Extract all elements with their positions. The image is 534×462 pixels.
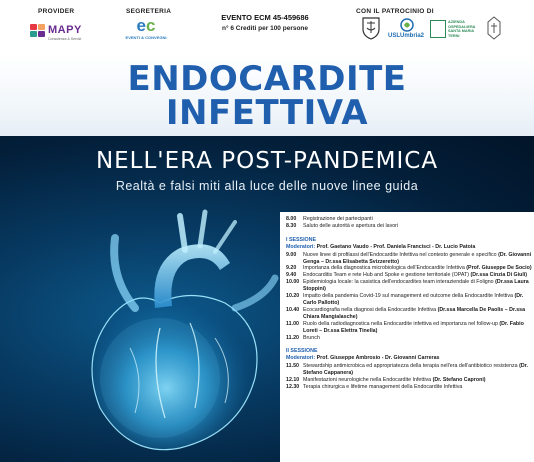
schedule-text: Ecocardiografia nella diagnosi della Endocardite Infettiva — [303, 306, 437, 313]
schedule-item — [286, 335, 532, 342]
schedule-speaker: (Dr.ssa Marcella De Paolis – Dr.ssa Chiara Mangialasche) — [303, 306, 526, 320]
heraldic-seal-icon — [360, 16, 382, 40]
schedule-speaker: (Dr.ssa Cinzia Di Giuli) — [470, 272, 528, 279]
schedule-time: 11.50 — [286, 363, 299, 370]
schedule-item — [286, 363, 532, 377]
schedule-item — [286, 384, 532, 391]
event-subtitle: NELL'ERA POST-PANDEMICA — [95, 148, 439, 174]
programme-panel — [280, 212, 534, 462]
schedule-text: Impatto della pandemia Covid-19 sul management ed outcome della Endocardite Infettiva — [303, 293, 513, 300]
ec-tagline: EVENTI & CONVEGNI — [125, 35, 167, 40]
ao-line-1: AZIENDA — [448, 20, 465, 24]
session-1-title: I SESSIONE — [286, 236, 317, 243]
schedule-text: Importanza della diagnostica microbiologica dell'Endocardite Infettiva — [303, 265, 465, 272]
schedule-text: Stewardship antimicrobica ed appropriatezza della terapia nell'era dell'antibiotico resistenza — [303, 363, 518, 370]
mapy-tagline: Consulenza & Servizi — [48, 37, 82, 41]
ec-eventi-convegni-logo — [120, 17, 172, 45]
schedule-time: 11.00 — [286, 320, 299, 327]
ec-logo-c: c — [146, 16, 156, 35]
schedule-item — [286, 272, 532, 279]
ec-logo-e: e — [136, 16, 146, 35]
schedule-text: Epidemiologia locale: la casistica dell'endocardites team interaziendale di Foligno — [303, 279, 494, 286]
azienda-ospedaliera-terni-logo — [430, 19, 482, 41]
patrocinio-label: CON IL PATROCINIO DI — [356, 8, 434, 15]
moderators-names: Prof. Giuseppe Ambrosio - Dr. Giovanni Carreras — [316, 355, 440, 362]
programme-list — [286, 216, 532, 391]
schedule-time: 9.00 — [286, 251, 297, 258]
evento-ecm-code: EVENTO ECM 45-459686 — [221, 13, 309, 22]
moderators-label: Moderatori: — [286, 243, 316, 250]
schedule-speaker: (Dr. Stefano Cappanera) — [303, 363, 528, 377]
schedule-item — [286, 321, 532, 335]
usl-wordmark: USLUmbria2 — [388, 33, 425, 39]
schedule-time: 11.20 — [286, 334, 299, 341]
session-2-title: II SESSIONE — [286, 348, 318, 355]
title-line-1: ENDOCARDITE — [127, 59, 407, 99]
segreteria-label: SEGRETERIA — [126, 8, 172, 15]
schedule-item — [286, 293, 532, 307]
schedule-text: Terapia chirurgica e lifetime management della Endocardite Infettiva — [303, 383, 463, 390]
session-1-moderators — [286, 244, 532, 251]
schedule-item — [286, 307, 532, 321]
moderators-label: Moderatori: — [286, 355, 316, 362]
schedule-speaker: (Prof. Giuseppe De Socio) — [466, 265, 532, 272]
schedule-speaker: (Dr. Stefano Caproni) — [432, 377, 486, 384]
schedule-time: 10.00 — [286, 279, 300, 286]
schedule-time: 8.00 — [286, 216, 297, 222]
schedule-speaker: (Dr.ssa Laura Stoppini) — [303, 279, 529, 293]
schedule-text: Ruolo della radiodiagnostica nella Endocardite infettiva ed importanza nel follow-up — [303, 320, 498, 327]
schedule-item — [286, 265, 532, 272]
ao-mark-icon — [430, 20, 446, 38]
ao-line-4: TERNI — [448, 33, 460, 38]
schedule-time: 9.40 — [286, 272, 297, 279]
title-line-2: INFETTIVA — [165, 93, 369, 133]
university-emblem-icon — [486, 16, 502, 40]
header-strip — [0, 0, 534, 54]
schedule-speaker: (Dr. Carlo Pallotto) — [303, 293, 524, 306]
schedule-time: 10.40 — [286, 306, 300, 313]
schedule-time: 12.30 — [286, 383, 300, 390]
anatomical-heart-illustration — [40, 208, 280, 462]
schedule-item — [286, 377, 532, 384]
schedule-speaker: (Dr. Fabio Loreti – Dr.ssa Elettra Tinella) — [303, 320, 524, 334]
usl-mark-icon — [400, 18, 414, 32]
usl-umbria2-logo — [388, 18, 428, 42]
schedule-time: 12.10 — [286, 377, 300, 384]
mapy-logo — [30, 22, 88, 42]
provider-label: PROVIDER — [38, 8, 75, 15]
session-2-moderators — [286, 355, 532, 362]
mapy-squares-icon — [30, 24, 46, 38]
schedule-text: Endocarditis Team e rete Hub and Spoke e gestione territoriale (OPAT) — [303, 272, 470, 279]
crediti-info: n° 6 Crediti per 100 persone — [221, 25, 309, 32]
schedule-item — [286, 252, 532, 266]
ao-line-3: SANTA MARIA — [448, 29, 475, 33]
event-tagline: Realtà e falsi miti alla luce delle nuove linee guida — [115, 179, 419, 193]
mapy-wordmark: MAPY — [48, 24, 82, 36]
schedule-item — [286, 216, 532, 223]
schedule-item — [286, 279, 532, 293]
ao-line-2: OSPEDALIERA — [448, 24, 476, 29]
schedule-item — [286, 223, 532, 230]
schedule-time: 10.20 — [286, 293, 300, 300]
schedule-speaker: (Dr. Giovanni Genga – Dr.ssa Elisabetta Svizzeretto) — [303, 251, 532, 265]
schedule-time: 8.30 — [286, 222, 297, 229]
schedule-text: Manifestazioni neurologiche nella Endocardite Infettiva — [303, 377, 432, 384]
moderators-names: Prof. Gaetano Vaudo - Prof. Daniela Francisci - Dr. Lucio Patoia — [316, 243, 476, 250]
schedule-text: Nuove linee di profilassi dell'Endocardite Infettiva nel contesto generale e specifico — [303, 251, 497, 258]
schedule-text: Brunch — [303, 334, 320, 341]
event-title — [0, 59, 534, 133]
schedule-text: Registrazione dei partecipanti — [303, 216, 373, 222]
schedule-text: Saluto delle autorità e apertura dei lavori — [303, 222, 399, 229]
schedule-time: 9.20 — [286, 265, 297, 272]
